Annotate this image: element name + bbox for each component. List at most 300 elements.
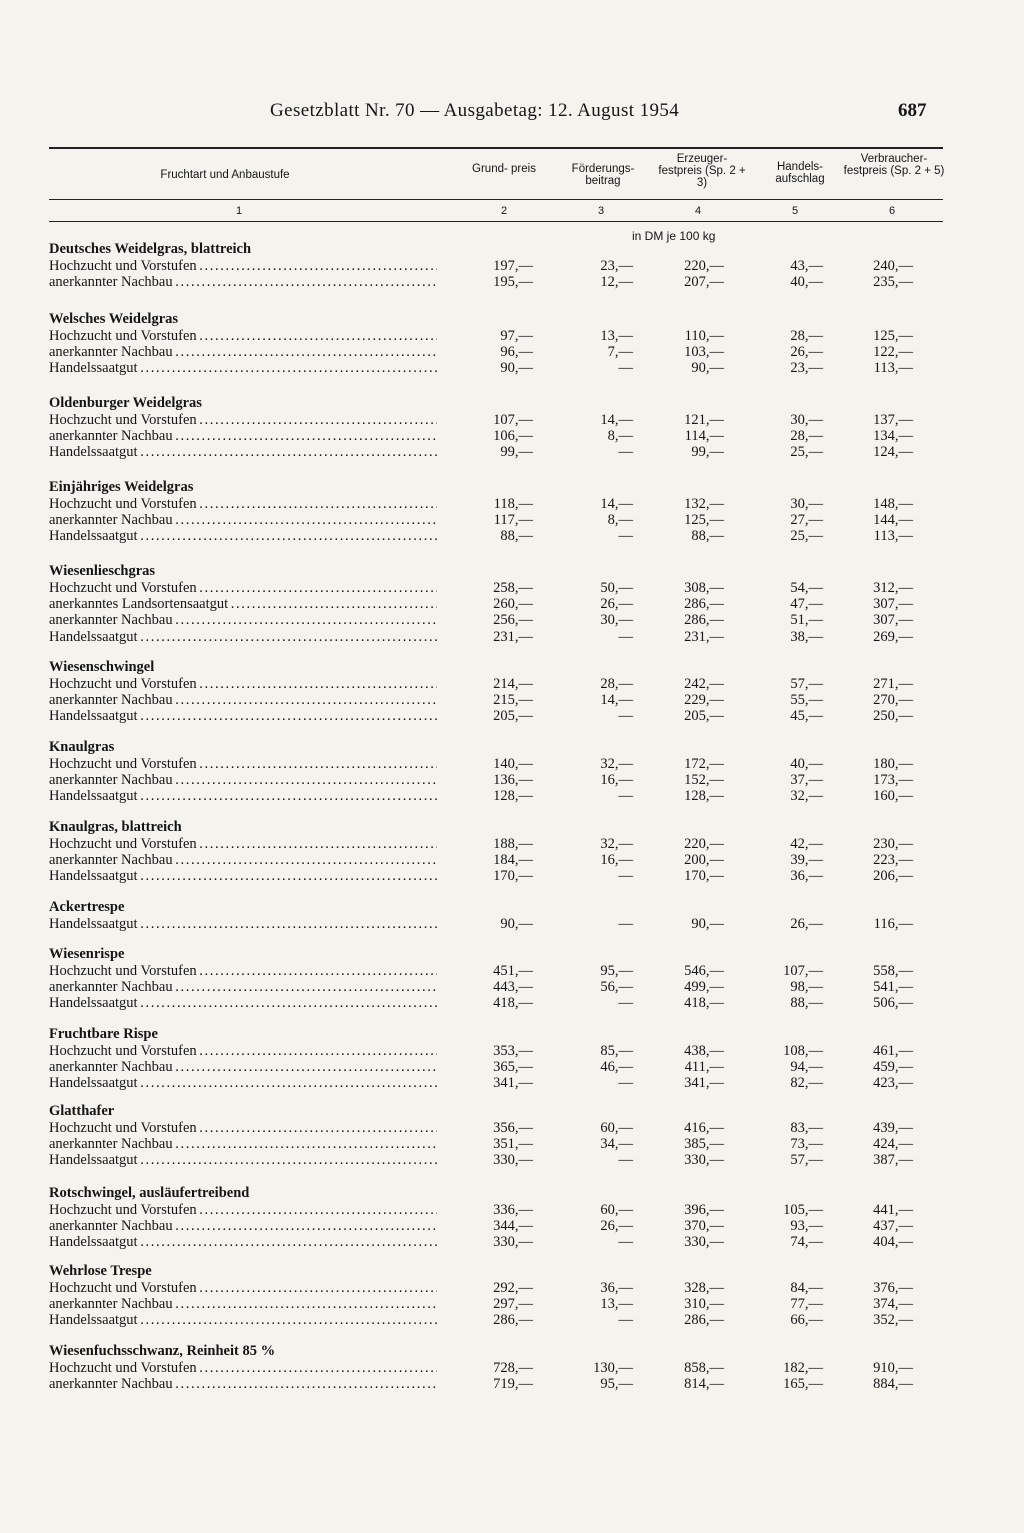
handelsaufschlag-value: 82,— [790, 1075, 823, 1092]
table-row [49, 1075, 943, 1091]
grundpreis-value: 351,— [493, 1136, 533, 1153]
foerderungsbeitrag-value: — [618, 708, 633, 725]
erzeugerfestpreis-value: 172,— [684, 756, 724, 772]
handelsaufschlag-value: 93,— [790, 1218, 823, 1235]
column-number-rule [49, 221, 943, 222]
row-label: anerkannter Nachbau . . . [49, 1136, 437, 1152]
column-number-2: 2 [500, 205, 508, 217]
verbraucherfestpreis-value: 180,— [873, 756, 913, 772]
table-row [49, 1376, 943, 1392]
foerderungsbeitrag-value: 60,— [600, 1120, 633, 1136]
grundpreis-value: 260,— [493, 596, 533, 613]
price-group [49, 240, 943, 290]
row-label: Hochzucht und Vorstufen . . . [49, 580, 437, 596]
foerderungsbeitrag-value: 12,— [600, 274, 633, 291]
page-header-title: Gesetzblatt Nr. 70 — Ausgabetag: 12. August 1954 [270, 100, 680, 121]
row-label: Handelssaatgut . . . [49, 708, 437, 724]
erzeugerfestpreis-value: 205,— [684, 708, 724, 725]
table-row [49, 258, 943, 274]
erzeugerfestpreis-value: 330,— [684, 1234, 724, 1251]
foerderungsbeitrag-value: 16,— [600, 852, 633, 869]
grundpreis-value: 353,— [493, 1043, 533, 1059]
handelsaufschlag-value: 77,— [790, 1296, 823, 1313]
row-label: Hochzucht und Vorstufen . . . [49, 328, 437, 344]
erzeugerfestpreis-value: 328,— [684, 1280, 724, 1296]
foerderungsbeitrag-value: — [618, 1075, 633, 1092]
handelsaufschlag-value: 25,— [790, 528, 823, 545]
erzeugerfestpreis-value: 207,— [684, 274, 724, 291]
row-label: anerkannter Nachbau . . . [49, 692, 437, 708]
grundpreis-value: 97,— [500, 328, 533, 344]
group-title: Wiesenfuchsschwanz, Reinheit 85 % [49, 1343, 276, 1359]
verbraucherfestpreis-value: 206,— [873, 868, 913, 885]
price-group [49, 738, 943, 805]
row-label: anerkannter Nachbau . . . [49, 852, 437, 868]
handelsaufschlag-value: 45,— [790, 708, 823, 725]
verbraucherfestpreis-value: 437,— [873, 1218, 913, 1235]
foerderungsbeitrag-value: 14,— [600, 412, 633, 428]
grundpreis-value: 99,— [500, 444, 533, 461]
erzeugerfestpreis-value: 99,— [691, 444, 724, 461]
price-group [49, 898, 943, 932]
foerderungsbeitrag-value: — [618, 788, 633, 805]
foerderungsbeitrag-value: 32,— [600, 836, 633, 852]
table-row [49, 612, 943, 628]
handelsaufschlag-value: 88,— [790, 995, 823, 1012]
table-row [49, 274, 943, 290]
handelsaufschlag-value: 30,— [790, 496, 823, 512]
foerderungsbeitrag-value: 26,— [600, 596, 633, 613]
group-title: Rotschwingel, ausläufertreibend [49, 1185, 250, 1201]
handelsaufschlag-value: 94,— [790, 1059, 823, 1076]
row-label: Hochzucht und Vorstufen . . . [49, 676, 437, 692]
handelsaufschlag-value: 30,— [790, 412, 823, 428]
row-label: Hochzucht und Vorstufen . . . [49, 756, 437, 772]
erzeugerfestpreis-value: 242,— [684, 676, 724, 692]
grundpreis-value: 258,— [493, 580, 533, 596]
table-row [49, 596, 943, 612]
grundpreis-value: 140,— [493, 756, 533, 772]
foerderungsbeitrag-value: — [618, 1234, 633, 1251]
table-row [49, 979, 943, 995]
handelsaufschlag-value: 26,— [790, 916, 823, 932]
foerderungsbeitrag-value: — [618, 868, 633, 885]
price-group [49, 310, 943, 377]
handelsaufschlag-value: 40,— [790, 274, 823, 291]
foerderungsbeitrag-value: — [618, 1312, 633, 1329]
handelsaufschlag-value: 37,— [790, 772, 823, 789]
grundpreis-value: 443,— [493, 979, 533, 996]
row-label: Hochzucht und Vorstufen . . . [49, 412, 437, 428]
price-group [49, 562, 943, 645]
table-row [49, 1202, 943, 1218]
erzeugerfestpreis-value: 110,— [684, 328, 724, 344]
verbraucherfestpreis-value: 173,— [873, 772, 913, 789]
erzeugerfestpreis-value: 125,— [684, 512, 724, 529]
price-group [49, 945, 943, 1012]
row-label: anerkannter Nachbau . . . [49, 344, 437, 360]
table-row [49, 756, 943, 772]
verbraucherfestpreis-value: 424,— [873, 1136, 913, 1153]
grundpreis-value: 90,— [500, 916, 533, 932]
group-title: Wiesenschwingel [49, 659, 155, 675]
foerderungsbeitrag-value: — [618, 360, 633, 377]
erzeugerfestpreis-value: 90,— [691, 360, 724, 377]
page-number: 687 [898, 100, 927, 121]
erzeugerfestpreis-value: 220,— [684, 258, 724, 274]
row-label: Hochzucht und Vorstufen . . . [49, 258, 437, 274]
column-header-fruchtart: Fruchtart und Anbaustufe [160, 169, 290, 181]
foerderungsbeitrag-value: 30,— [600, 612, 633, 629]
group-title: Oldenburger Weidelgras [49, 395, 202, 411]
grundpreis-value: 728,— [493, 1360, 533, 1376]
handelsaufschlag-value: 84,— [790, 1280, 823, 1296]
foerderungsbeitrag-value: 14,— [600, 692, 633, 709]
handelsaufschlag-value: 66,— [790, 1312, 823, 1329]
erzeugerfestpreis-value: 341,— [684, 1075, 724, 1092]
erzeugerfestpreis-value: 396,— [684, 1202, 724, 1218]
grundpreis-value: 330,— [493, 1234, 533, 1251]
grundpreis-value: 356,— [493, 1120, 533, 1136]
table-header-rule [49, 199, 943, 200]
handelsaufschlag-value: 23,— [790, 360, 823, 377]
table-row [49, 1360, 943, 1376]
table-row [49, 916, 943, 932]
price-group [49, 1262, 943, 1329]
verbraucherfestpreis-value: 387,— [873, 1152, 913, 1169]
grundpreis-value: 297,— [493, 1296, 533, 1313]
row-label: Handelssaatgut . . . [49, 1312, 437, 1328]
verbraucherfestpreis-value: 441,— [873, 1202, 913, 1218]
erzeugerfestpreis-value: 370,— [684, 1218, 724, 1235]
erzeugerfestpreis-value: 418,— [684, 995, 724, 1012]
verbraucherfestpreis-value: 230,— [873, 836, 913, 852]
erzeugerfestpreis-value: 858,— [684, 1360, 724, 1376]
verbraucherfestpreis-value: 307,— [873, 596, 913, 613]
table-row [49, 444, 943, 460]
grundpreis-value: 195,— [493, 274, 533, 291]
erzeugerfestpreis-value: 220,— [684, 836, 724, 852]
handelsaufschlag-value: 108,— [783, 1043, 823, 1059]
grundpreis-value: 341,— [493, 1075, 533, 1092]
verbraucherfestpreis-value: 558,— [873, 963, 913, 979]
foerderungsbeitrag-value: 8,— [607, 512, 633, 529]
group-title: Wiesenrispe [49, 946, 125, 962]
table-top-rule [49, 147, 943, 149]
table-row [49, 1043, 943, 1059]
foerderungsbeitrag-value: 13,— [600, 328, 633, 344]
erzeugerfestpreis-value: 814,— [684, 1376, 724, 1393]
grundpreis-value: 215,— [493, 692, 533, 709]
row-label: Handelssaatgut . . . [49, 868, 437, 884]
verbraucherfestpreis-value: 250,— [873, 708, 913, 725]
foerderungsbeitrag-value: — [618, 916, 633, 932]
handelsaufschlag-value: 42,— [790, 836, 823, 852]
verbraucherfestpreis-value: 137,— [873, 412, 913, 428]
verbraucherfestpreis-value: 884,— [873, 1376, 913, 1393]
foerderungsbeitrag-value: 28,— [600, 676, 633, 692]
row-label: Hochzucht und Vorstufen . . . [49, 1120, 437, 1136]
table-row [49, 428, 943, 444]
price-group [49, 1184, 943, 1251]
erzeugerfestpreis-value: 286,— [684, 612, 724, 629]
unit-label: in DM je 100 kg [632, 229, 716, 243]
erzeugerfestpreis-value: 546,— [684, 963, 724, 979]
foerderungsbeitrag-value: — [618, 444, 633, 461]
erzeugerfestpreis-value: 286,— [684, 596, 724, 613]
grundpreis-value: 344,— [493, 1218, 533, 1235]
foerderungsbeitrag-value: 85,— [600, 1043, 633, 1059]
verbraucherfestpreis-value: 910,— [873, 1360, 913, 1376]
verbraucherfestpreis-value: 160,— [873, 788, 913, 805]
row-label: anerkannter Nachbau . . . [49, 612, 437, 628]
price-group [49, 1342, 943, 1392]
verbraucherfestpreis-value: 312,— [873, 580, 913, 596]
table-row [49, 692, 943, 708]
row-label: Handelssaatgut . . . [49, 629, 437, 645]
foerderungsbeitrag-value: 130,— [593, 1360, 633, 1376]
grundpreis-value: 205,— [493, 708, 533, 725]
grundpreis-value: 128,— [493, 788, 533, 805]
foerderungsbeitrag-value: — [618, 1152, 633, 1169]
row-label: Hochzucht und Vorstufen . . . [49, 1280, 437, 1296]
grundpreis-value: 90,— [500, 360, 533, 377]
grundpreis-value: 286,— [493, 1312, 533, 1329]
handelsaufschlag-value: 39,— [790, 852, 823, 869]
foerderungsbeitrag-value: 7,— [607, 344, 633, 361]
verbraucherfestpreis-value: 116,— [873, 916, 913, 932]
erzeugerfestpreis-value: 229,— [684, 692, 724, 709]
handelsaufschlag-value: 26,— [790, 344, 823, 361]
grundpreis-value: 118,— [493, 496, 533, 512]
row-label: Handelssaatgut . . . [49, 1075, 437, 1091]
verbraucherfestpreis-value: 235,— [873, 274, 913, 291]
row-label: anerkannter Nachbau . . . [49, 1218, 437, 1234]
grundpreis-value: 170,— [493, 868, 533, 885]
grundpreis-value: 451,— [493, 963, 533, 979]
verbraucherfestpreis-value: 352,— [873, 1312, 913, 1329]
erzeugerfestpreis-value: 103,— [684, 344, 724, 361]
verbraucherfestpreis-value: 270,— [873, 692, 913, 709]
foerderungsbeitrag-value: 56,— [600, 979, 633, 996]
erzeugerfestpreis-value: 438,— [684, 1043, 724, 1059]
table-row [49, 344, 943, 360]
handelsaufschlag-value: 40,— [790, 756, 823, 772]
grundpreis-value: 292,— [493, 1280, 533, 1296]
row-label: Handelssaatgut . . . [49, 444, 437, 460]
grundpreis-value: 214,— [493, 676, 533, 692]
group-title: Welsches Weidelgras [49, 311, 179, 327]
row-label: anerkanntes Landsortensaatgut . . . [49, 596, 437, 612]
row-label: anerkannter Nachbau . . . [49, 1059, 437, 1075]
row-label: anerkannter Nachbau . . . [49, 274, 437, 290]
handelsaufschlag-value: 105,— [783, 1202, 823, 1218]
column-number-3: 3 [597, 205, 605, 217]
row-label: Hochzucht und Vorstufen . . . [49, 1202, 437, 1218]
verbraucherfestpreis-value: 134,— [873, 428, 913, 445]
row-label: anerkannter Nachbau . . . [49, 979, 437, 995]
table-row [49, 852, 943, 868]
handelsaufschlag-value: 57,— [790, 1152, 823, 1169]
verbraucherfestpreis-value: 307,— [873, 612, 913, 629]
foerderungsbeitrag-value: — [618, 995, 633, 1012]
table-row [49, 1152, 943, 1168]
verbraucherfestpreis-value: 223,— [873, 852, 913, 869]
group-title: Einjähriges Weidelgras [49, 479, 194, 495]
group-title: Deutsches Weidelgras, blattreich [49, 241, 252, 257]
handelsaufschlag-value: 57,— [790, 676, 823, 692]
handelsaufschlag-value: 25,— [790, 444, 823, 461]
erzeugerfestpreis-value: 90,— [691, 916, 724, 932]
foerderungsbeitrag-value: — [618, 528, 633, 545]
foerderungsbeitrag-value: 36,— [600, 1280, 633, 1296]
price-group [49, 394, 943, 461]
erzeugerfestpreis-value: 121,— [684, 412, 724, 428]
foerderungsbeitrag-value: 50,— [600, 580, 633, 596]
column-number-4: 4 [694, 205, 702, 217]
handelsaufschlag-value: 36,— [790, 868, 823, 885]
foerderungsbeitrag-value: 16,— [600, 772, 633, 789]
table-row [49, 836, 943, 852]
grundpreis-value: 418,— [493, 995, 533, 1012]
table-row [49, 580, 943, 596]
table-row [49, 328, 943, 344]
column-header-grundpreis: Grund- preis [472, 163, 536, 175]
group-title: Glatthafer [49, 1103, 115, 1119]
grundpreis-value: 106,— [493, 428, 533, 445]
table-row [49, 528, 943, 544]
foerderungsbeitrag-value: — [618, 628, 633, 645]
row-label: Handelssaatgut . . . [49, 1234, 437, 1250]
foerderungsbeitrag-value: 32,— [600, 756, 633, 772]
table-row [49, 788, 943, 804]
erzeugerfestpreis-value: 310,— [684, 1296, 724, 1313]
handelsaufschlag-value: 27,— [790, 512, 823, 529]
row-label: Hochzucht und Vorstufen . . . [49, 1043, 437, 1059]
row-label: Handelssaatgut . . . [49, 916, 437, 932]
table-row [49, 772, 943, 788]
grundpreis-value: 197,— [493, 258, 533, 274]
group-title: Knaulgras [49, 739, 115, 755]
row-label: anerkannter Nachbau . . . [49, 1376, 437, 1392]
column-number-6: 6 [888, 205, 896, 217]
row-label: anerkannter Nachbau . . . [49, 1296, 437, 1312]
price-group [49, 818, 943, 885]
price-group [49, 478, 943, 545]
table-row [49, 1280, 943, 1296]
verbraucherfestpreis-value: 376,— [873, 1280, 913, 1296]
row-label: Handelssaatgut . . . [49, 1152, 437, 1168]
verbraucherfestpreis-value: 459,— [873, 1059, 913, 1076]
price-group [49, 1102, 943, 1169]
table-row [49, 1120, 943, 1136]
grundpreis-value: 96,— [500, 344, 533, 361]
group-title: Wiesenlieschgras [49, 563, 156, 579]
column-header-verbraucherfestpreis: Verbraucher- festpreis (Sp. 2 + 5) [843, 153, 945, 177]
erzeugerfestpreis-value: 200,— [684, 852, 724, 869]
row-label: Hochzucht und Vorstufen . . . [49, 836, 437, 852]
column-header-handelsaufschlag: Handels- aufschlag [775, 161, 825, 185]
verbraucherfestpreis-value: 423,— [873, 1075, 913, 1092]
table-row [49, 512, 943, 528]
table-row [49, 629, 943, 645]
row-label: Hochzucht und Vorstufen . . . [49, 1360, 437, 1376]
handelsaufschlag-value: 165,— [783, 1376, 823, 1393]
erzeugerfestpreis-value: 114,— [684, 428, 724, 445]
handelsaufschlag-value: 98,— [790, 979, 823, 996]
handelsaufschlag-value: 51,— [790, 612, 823, 629]
row-label: Hochzucht und Vorstufen . . . [49, 963, 437, 979]
row-label: anerkannter Nachbau . . . [49, 512, 437, 528]
column-header-foerderungsbeitrag: Förderungs- beitrag [571, 163, 635, 187]
verbraucherfestpreis-value: 144,— [873, 512, 913, 529]
handelsaufschlag-value: 28,— [790, 328, 823, 344]
verbraucherfestpreis-value: 541,— [873, 979, 913, 996]
group-title: Ackertrespe [49, 899, 125, 915]
row-label: anerkannter Nachbau . . . [49, 428, 437, 444]
foerderungsbeitrag-value: 23,— [600, 258, 633, 274]
verbraucherfestpreis-value: 374,— [873, 1296, 913, 1313]
erzeugerfestpreis-value: 231,— [684, 628, 724, 645]
erzeugerfestpreis-value: 170,— [684, 868, 724, 885]
erzeugerfestpreis-value: 499,— [684, 979, 724, 996]
verbraucherfestpreis-value: 113,— [873, 360, 913, 377]
grundpreis-value: 719,— [493, 1376, 533, 1393]
column-number-1: 1 [235, 205, 243, 217]
verbraucherfestpreis-value: 461,— [873, 1043, 913, 1059]
handelsaufschlag-value: 28,— [790, 428, 823, 445]
table-row [49, 412, 943, 428]
group-title: Wehrlose Trespe [49, 1263, 152, 1279]
foerderungsbeitrag-value: 95,— [600, 1376, 633, 1393]
erzeugerfestpreis-value: 132,— [684, 496, 724, 512]
column-header-erzeugerfestpreis: Erzeuger- festpreis (Sp. 2 + 3) [658, 153, 746, 189]
table-row [49, 360, 943, 376]
foerderungsbeitrag-value: 8,— [607, 428, 633, 445]
handelsaufschlag-value: 74,— [790, 1234, 823, 1251]
table-row [49, 1218, 943, 1234]
grundpreis-value: 88,— [500, 528, 533, 545]
handelsaufschlag-value: 32,— [790, 788, 823, 805]
table-row [49, 1059, 943, 1075]
verbraucherfestpreis-value: 439,— [873, 1120, 913, 1136]
group-title: Knaulgras, blattreich [49, 819, 182, 835]
row-label: Handelssaatgut . . . [49, 528, 437, 544]
grundpreis-value: 365,— [493, 1059, 533, 1076]
column-number-5: 5 [791, 205, 799, 217]
grundpreis-value: 107,— [493, 412, 533, 428]
price-group [49, 658, 943, 725]
foerderungsbeitrag-value: 26,— [600, 1218, 633, 1235]
table-row [49, 1136, 943, 1152]
table-row [49, 496, 943, 512]
handelsaufschlag-value: 43,— [790, 258, 823, 274]
grundpreis-value: 136,— [493, 772, 533, 789]
foerderungsbeitrag-value: 14,— [600, 496, 633, 512]
handelsaufschlag-value: 107,— [783, 963, 823, 979]
verbraucherfestpreis-value: 271,— [873, 676, 913, 692]
handelsaufschlag-value: 47,— [790, 596, 823, 613]
erzeugerfestpreis-value: 88,— [691, 528, 724, 545]
handelsaufschlag-value: 54,— [790, 580, 823, 596]
foerderungsbeitrag-value: 34,— [600, 1136, 633, 1153]
row-label: Handelssaatgut . . . [49, 788, 437, 804]
verbraucherfestpreis-value: 506,— [873, 995, 913, 1012]
verbraucherfestpreis-value: 404,— [873, 1234, 913, 1251]
verbraucherfestpreis-value: 124,— [873, 444, 913, 461]
row-label: Hochzucht und Vorstufen . . . [49, 496, 437, 512]
table-row [49, 1312, 943, 1328]
